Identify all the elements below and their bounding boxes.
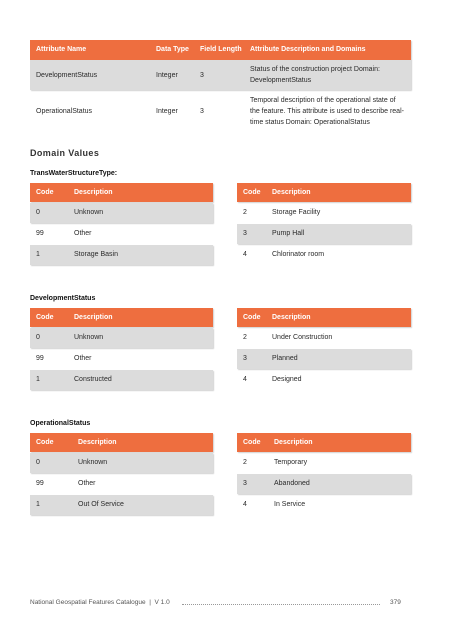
description-line: time status Domain: OperationalStatus xyxy=(250,119,370,126)
attribute-name: DevelopmentStatus xyxy=(36,72,98,79)
code-header: Code xyxy=(36,189,54,196)
domain-right-header xyxy=(237,433,411,452)
table-row xyxy=(30,474,213,494)
description-cell: Other xyxy=(74,230,92,237)
header-data-type: Data Type xyxy=(156,46,189,53)
domain-right-header xyxy=(237,308,411,327)
description-header: Description xyxy=(78,439,117,446)
description-cell: Other xyxy=(78,480,96,487)
code-header: Code xyxy=(243,189,261,196)
field-length: 3 xyxy=(200,72,204,79)
header-field-length: Field Length xyxy=(200,46,242,53)
code-cell: 99 xyxy=(36,230,44,237)
table-row xyxy=(30,328,213,348)
code-cell: 1 xyxy=(36,501,40,508)
table-row xyxy=(237,203,411,223)
attribute-table-header xyxy=(30,40,411,60)
data-type: Integer xyxy=(156,72,178,79)
table-row xyxy=(237,474,411,494)
table-row xyxy=(30,349,213,369)
table-row xyxy=(30,245,213,265)
description-header: Description xyxy=(272,189,311,196)
table-row xyxy=(237,370,411,390)
table-row xyxy=(30,203,213,223)
description-cell: In Service xyxy=(274,501,306,508)
table-row xyxy=(30,92,411,136)
code-cell: 99 xyxy=(36,355,44,362)
page-number: 379 xyxy=(390,599,401,606)
description-header: Description xyxy=(274,439,313,446)
description-cell: Planned xyxy=(272,355,298,362)
description-cell: Temporary xyxy=(274,459,308,466)
code-cell: 4 xyxy=(243,501,247,508)
attribute-name: OperationalStatus xyxy=(36,108,93,115)
description-cell: Unknown xyxy=(74,334,104,341)
description-line: Temporal description of the operational state of xyxy=(250,97,396,104)
data-type: Integer xyxy=(156,108,178,115)
table-row xyxy=(237,224,411,244)
code-header: Code xyxy=(243,314,261,321)
table-row xyxy=(30,224,213,244)
table-row xyxy=(237,495,411,515)
code-cell: 0 xyxy=(36,334,40,341)
table-row xyxy=(30,453,213,473)
table-row xyxy=(30,60,411,90)
header-attribute-name: Attribute Name xyxy=(36,46,87,53)
description-header: Description xyxy=(74,189,113,196)
table-row xyxy=(237,328,411,348)
description-header: Description xyxy=(272,314,311,321)
code-cell: 1 xyxy=(36,251,40,258)
code-cell: 1 xyxy=(36,376,40,383)
code-cell: 2 xyxy=(243,459,247,466)
description-cell: Under Construction xyxy=(272,334,333,341)
domain-left-header xyxy=(30,433,213,452)
code-cell: 2 xyxy=(243,334,247,341)
footer-text: National Geospatial Features Catalogue | V 1.0 xyxy=(30,599,170,606)
description-cell: Pump Hall xyxy=(272,230,305,237)
domain-label: TransWaterStructureType: xyxy=(30,170,118,177)
description-cell: Constructed xyxy=(74,376,112,383)
description-cell: Storage Basin xyxy=(74,251,118,258)
section-title: Domain Values xyxy=(30,148,100,158)
code-header: Code xyxy=(243,439,261,446)
description-line: DevelopmentStatus xyxy=(250,77,312,84)
table-row xyxy=(237,453,411,473)
domain-left-header xyxy=(30,183,213,202)
header-description: Attribute Description and Domains xyxy=(250,46,366,53)
table-row xyxy=(30,495,213,515)
domain-label: DevelopmentStatus xyxy=(30,295,96,302)
domain-right-header xyxy=(237,183,411,202)
code-cell: 3 xyxy=(243,355,247,362)
code-cell: 99 xyxy=(36,480,44,487)
code-header: Code xyxy=(36,314,54,321)
description-cell: Storage Facility xyxy=(272,209,321,216)
code-header: Code xyxy=(36,439,54,446)
description-cell: Unknown xyxy=(78,459,108,466)
code-cell: 3 xyxy=(243,230,247,237)
description-cell: Other xyxy=(74,355,92,362)
code-cell: 4 xyxy=(243,376,247,383)
description-cell: Abandoned xyxy=(274,480,310,487)
code-cell: 4 xyxy=(243,251,247,258)
table-row xyxy=(30,370,213,390)
description-line: the feature. This attribute is used to describe real- xyxy=(250,108,404,115)
table-row xyxy=(237,245,411,265)
code-cell: 2 xyxy=(243,209,247,216)
code-cell: 3 xyxy=(243,480,247,487)
footer-leader-dots xyxy=(182,604,380,605)
field-length: 3 xyxy=(200,108,204,115)
table-row xyxy=(237,349,411,369)
code-cell: 0 xyxy=(36,209,40,216)
description-header: Description xyxy=(74,314,113,321)
description-cell: Designed xyxy=(272,376,302,383)
code-cell: 0 xyxy=(36,459,40,466)
description-cell: Out Of Service xyxy=(78,501,124,508)
description-cell: Chlorinator room xyxy=(272,251,325,258)
description-line: Status of the construction project Domain: xyxy=(250,66,380,73)
description-cell: Unknown xyxy=(74,209,104,216)
domain-label: OperationalStatus xyxy=(30,420,91,427)
domain-left-header xyxy=(30,308,213,327)
